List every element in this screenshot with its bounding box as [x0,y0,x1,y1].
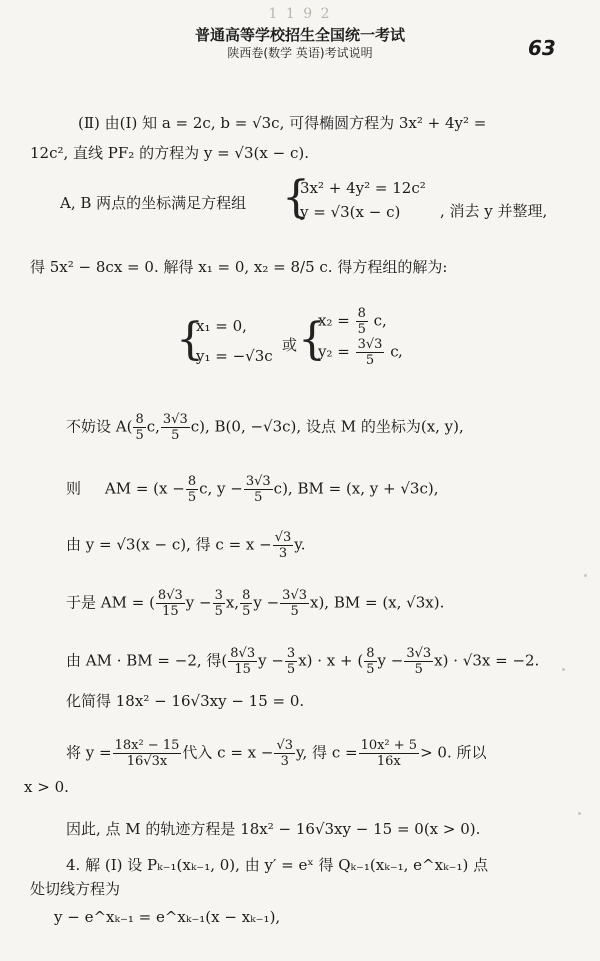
text-line: x > 0. [24,778,69,796]
text-line: A, B 两点的坐标满足方程组 [60,194,247,212]
equation-system [300,176,426,224]
text-line: y − e^xₖ₋₁ = e^xₖ₋₁(x − xₖ₋₁), [54,908,281,926]
solution-1-x: x₁ = 0, [196,317,247,335]
text-line: , 消去 y 并整理, [440,202,548,220]
page-number: 63 [528,36,556,60]
text-line: (Ⅱ) 由(Ⅰ) 知 a = 2c, b = √3c, 可得椭圆方程为 3x² + 4y² = [78,114,487,132]
text-line: 将 y = $\frac{\text{18x² − 15}}{16√3x}$ 代入 c = x − $\frac{√3}{3}$ y, 得 c = $\frac{\text{10x² + 5}}{16x}$ > 0. 所以 [66,738,487,769]
scan-speck [578,812,581,815]
header-subtitle: 陕西卷(数学 英语)考试说明 [227,46,373,60]
scan-speck [584,574,587,577]
text-line: 由 y = √3(x − c), 得 c = x − $\frac{√3}{3}$ y. [66,530,306,561]
text-line: 12c², 直线 PF₂ 的方程为 y = √3(x − c). [30,144,309,162]
solution-comma: , [398,342,403,360]
solution-brace-2: { [298,314,326,365]
text-line: 因此, 点 M 的轨迹方程是 18x² − 16√3xy − 15 = 0(x > 0). [66,820,481,838]
header-title: 普通高等学校招生全国统一考试 [194,26,405,44]
text-line: 于是 AM = ( $\frac{8√3}{15}$ y − $\frac{3}{5}$ x, $\frac{8}{5}$ y − $\frac{3√3}{5}$ x), BM = (x, √3x). [66,588,445,619]
system-brace: { [282,172,310,223]
system-eq-2: y = √3(x − c) [300,203,401,221]
system-eq-1: 3x² + 4y² = 12c² [300,179,426,197]
solution-set-2 [318,306,399,368]
text-line: 化简得 18x² − 16√3xy − 15 = 0. [66,692,305,710]
text-line: 由 AM · BM = −2, 得( $\frac{8√3}{15}$ y − $\frac{3}{5}$ x) · x + ( $\frac{8}{5}$ y − $\frac{3√3}{5}$ x) · √3x = −2. [66,646,540,677]
scan-speck [562,668,565,671]
solution-2-x: x₂ = $\frac{8}{5}$ c, [318,306,387,337]
text-line: 得 5x² − 8cx = 0. 解得 x₁ = 0, x₂ = 8/5 c. 得方程组的解为: [30,258,448,276]
solution-2-y: y₂ = $\frac{3√3}{5}$ c [318,337,399,368]
text-line: 不妨设 A( $\frac{8}{5}$ c, $\frac{3√3}{5}$ c), B(0, −√3c), 设点 M 的坐标为(x, y), [66,412,464,443]
text-line: 则 AM = (x − $\frac{8}{5}$ c, y − $\frac{3√3}{5}$ c), BM = (x, y + √3c), [66,474,439,505]
solution-set-1 [196,314,273,368]
text-line: 处切线方程为 [30,880,121,898]
header-stamp: 1 1 9 2 [268,6,332,22]
or-word: 或 [282,336,298,354]
text-line: 4. 解 (Ⅰ) 设 Pₖ₋₁(xₖ₋₁, 0), 由 y′ = eˣ 得 Qₖ₋₁(xₖ₋₁, e^xₖ₋₁) 点 [66,856,489,874]
solution-1-y: y₁ = −√3c [196,347,273,365]
solution-brace-1: { [176,314,204,365]
